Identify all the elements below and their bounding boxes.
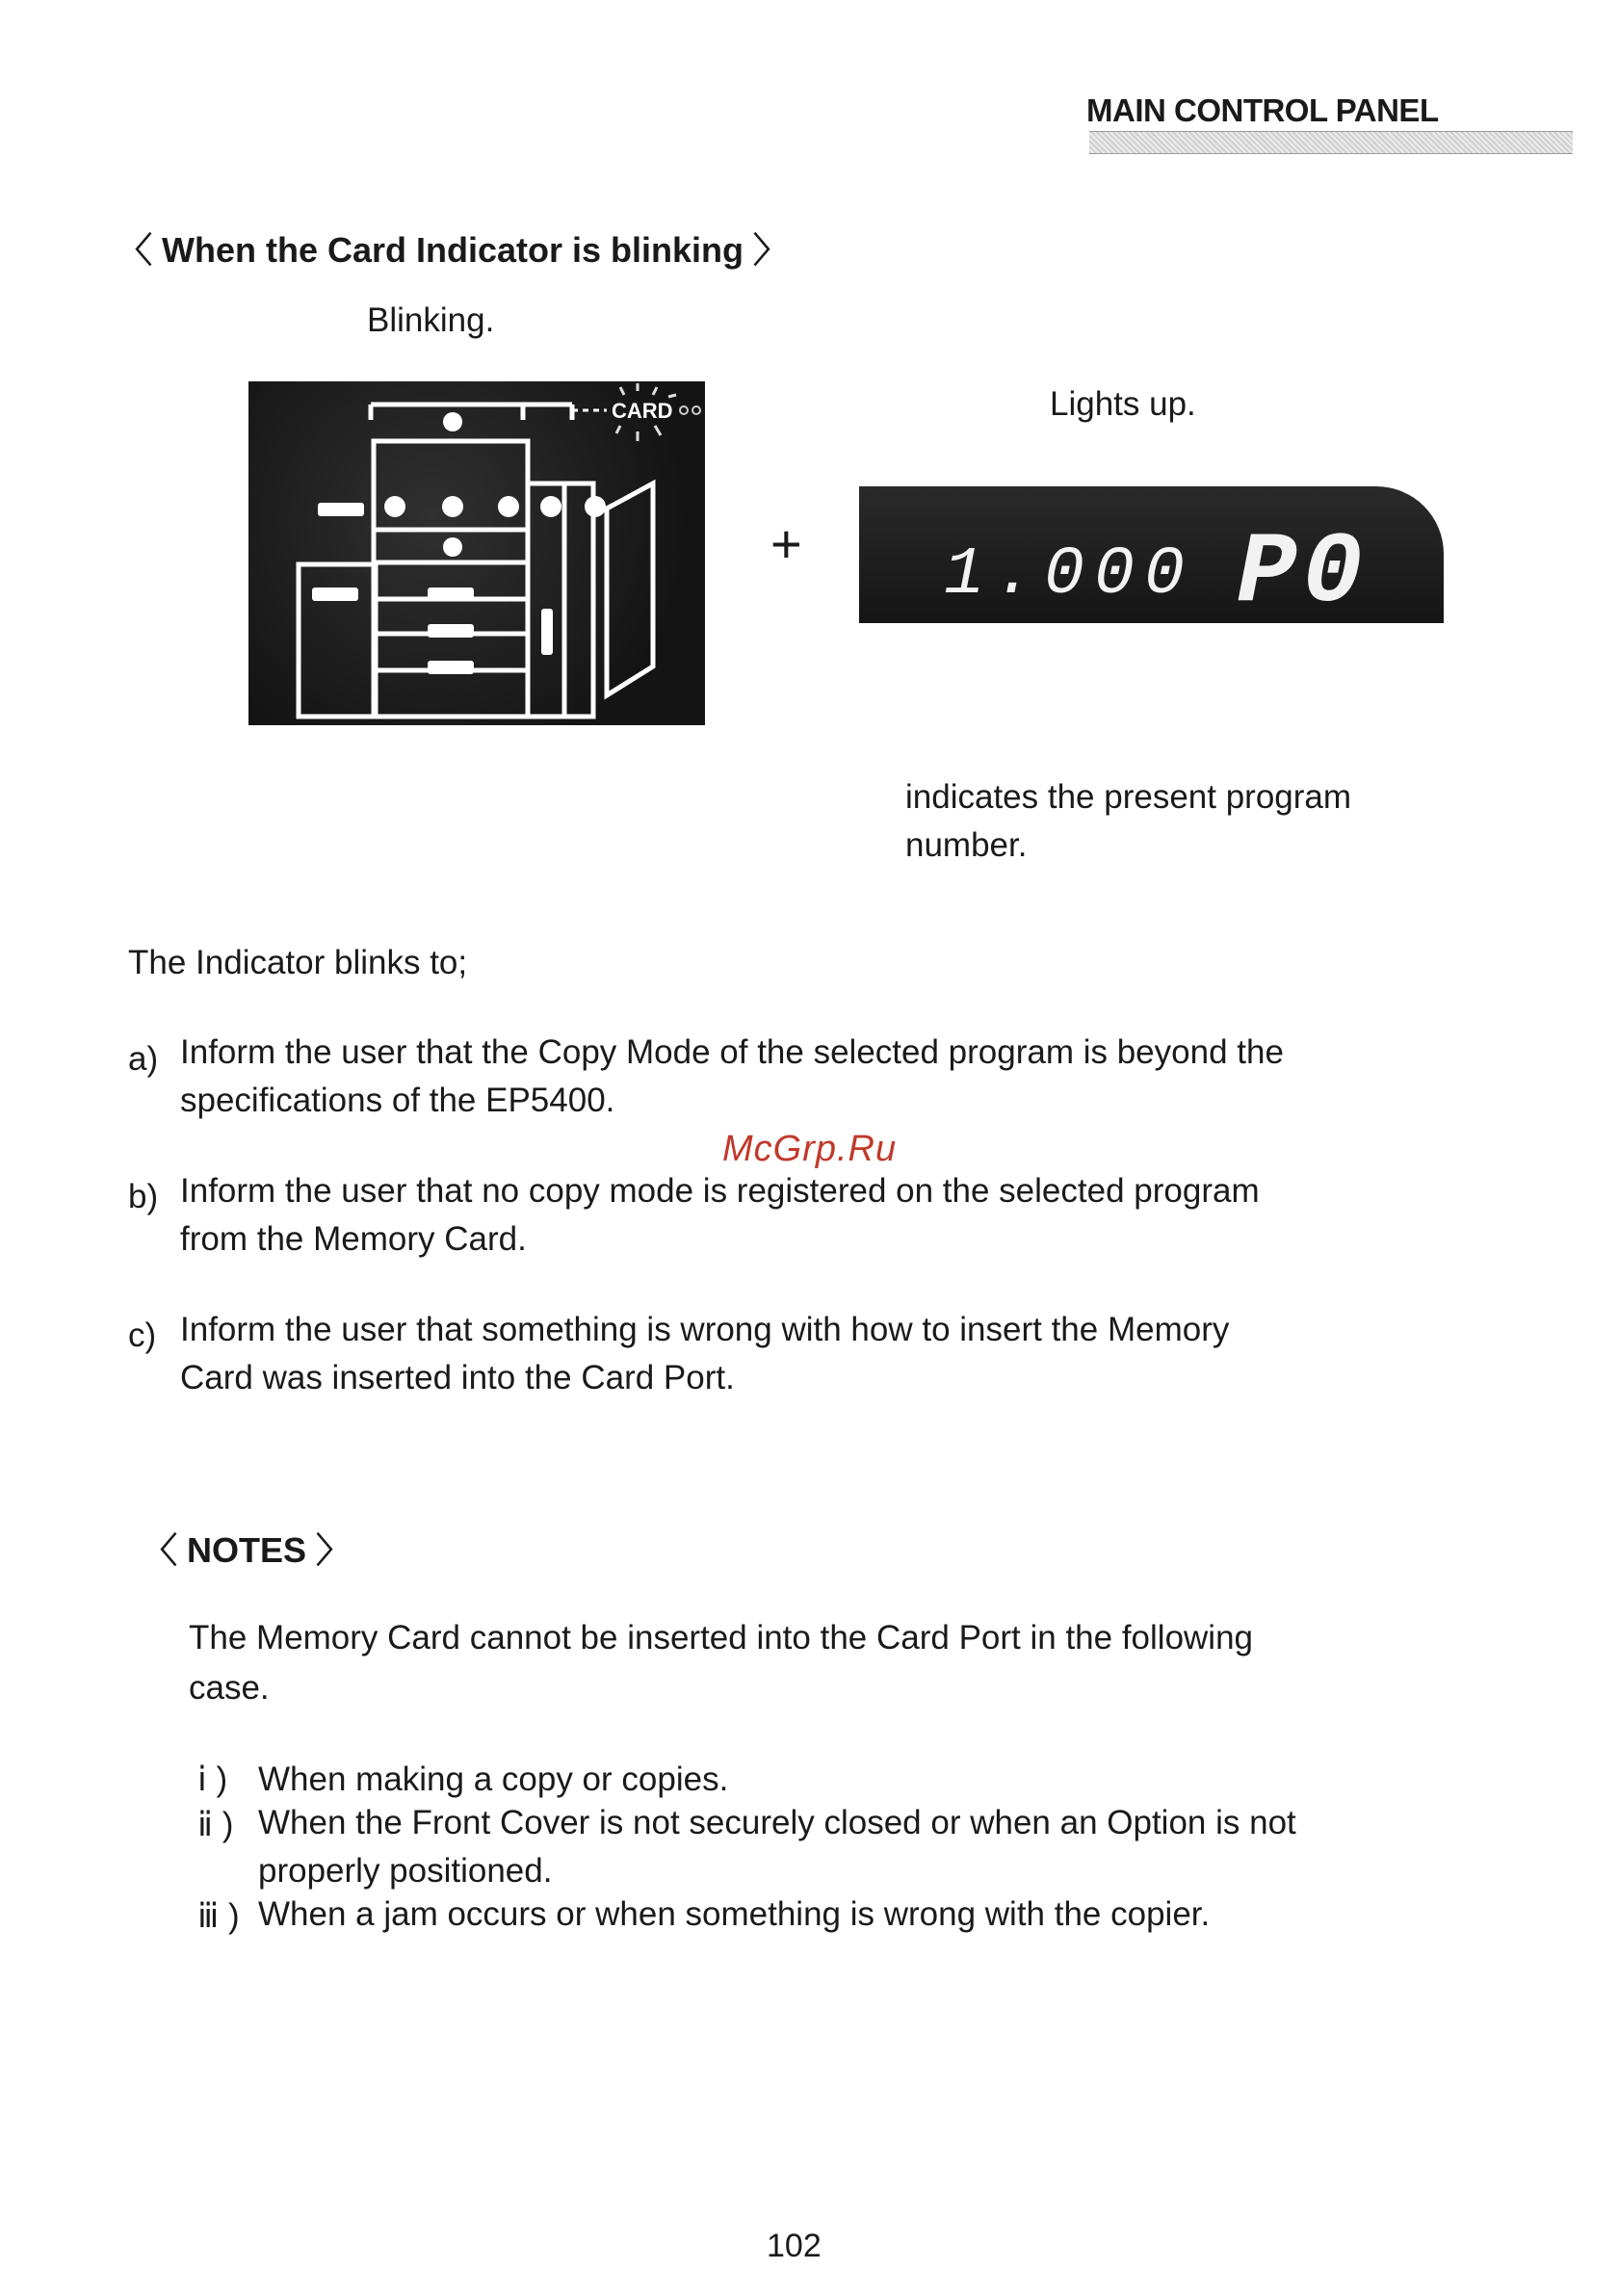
intro-text: The Indicator blinks to; — [128, 944, 468, 981]
lcd-display-icon — [859, 486, 1444, 623]
list-item-text: specifications of the EP5400. — [180, 1082, 615, 1119]
list-item-text: Inform the user that the Copy Mode of the selected program is beyond the — [180, 1033, 1284, 1071]
list-item-text: from the Memory Card. — [180, 1220, 527, 1258]
list-item-text: Inform the user that no copy mode is registered on the selected program — [180, 1172, 1260, 1210]
list-marker: a) — [128, 1040, 159, 1078]
card-indicator-label: CARD — [612, 399, 673, 423]
notes-intro-line2: case. — [189, 1669, 270, 1707]
notes-list-item-text: When making a copy or copies. — [258, 1761, 729, 1798]
notes-list-marker: ⅱ ) — [197, 1806, 234, 1843]
notes-list-item-text: When the Front Cover is not securely closed or when an Option is not — [258, 1804, 1296, 1841]
notes-intro-line1: The Memory Card cannot be inserted into the Card Port in the following — [189, 1619, 1254, 1657]
plus-sign: + — [770, 513, 802, 574]
list-marker: b) — [128, 1178, 159, 1215]
blinking-label: Blinking. — [367, 301, 495, 339]
figure-caption-line2: number. — [905, 826, 1028, 864]
watermark-text: McGrp.Ru — [722, 1129, 898, 1169]
notes-list-item-text: When a jam occurs or when something is wrong with the copier. — [258, 1895, 1211, 1933]
page-header-title: MAIN CONTROL PANEL — [1086, 92, 1439, 128]
section-heading: 〈 When the Card Indicator is blinking 〉 — [117, 230, 789, 270]
header-rule — [1089, 131, 1573, 154]
lcd-display-illustration — [859, 486, 1444, 623]
notes-list-item-text: properly positioned. — [258, 1852, 553, 1890]
notes-list-marker: ⅲ ) — [197, 1897, 240, 1935]
copier-panel-illustration — [248, 381, 705, 725]
figure-caption-line1: indicates the present program — [905, 778, 1352, 816]
lcd-copy-count: 1.000 — [944, 537, 1195, 613]
copier-diagram-icon — [248, 381, 705, 725]
notes-heading: 〈 NOTES 〉 — [143, 1530, 352, 1570]
list-item-text: Card was inserted into the Card Port. — [180, 1359, 735, 1396]
lights-up-label: Lights up. — [1050, 385, 1196, 423]
list-marker: c) — [128, 1317, 157, 1354]
page-number: 102 — [767, 2228, 822, 2264]
lcd-program-number: P0 — [1237, 517, 1369, 623]
notes-list-marker: ⅰ ) — [197, 1761, 228, 1798]
list-item-text: Inform the user that something is wrong with how to insert the Memory — [180, 1311, 1230, 1348]
